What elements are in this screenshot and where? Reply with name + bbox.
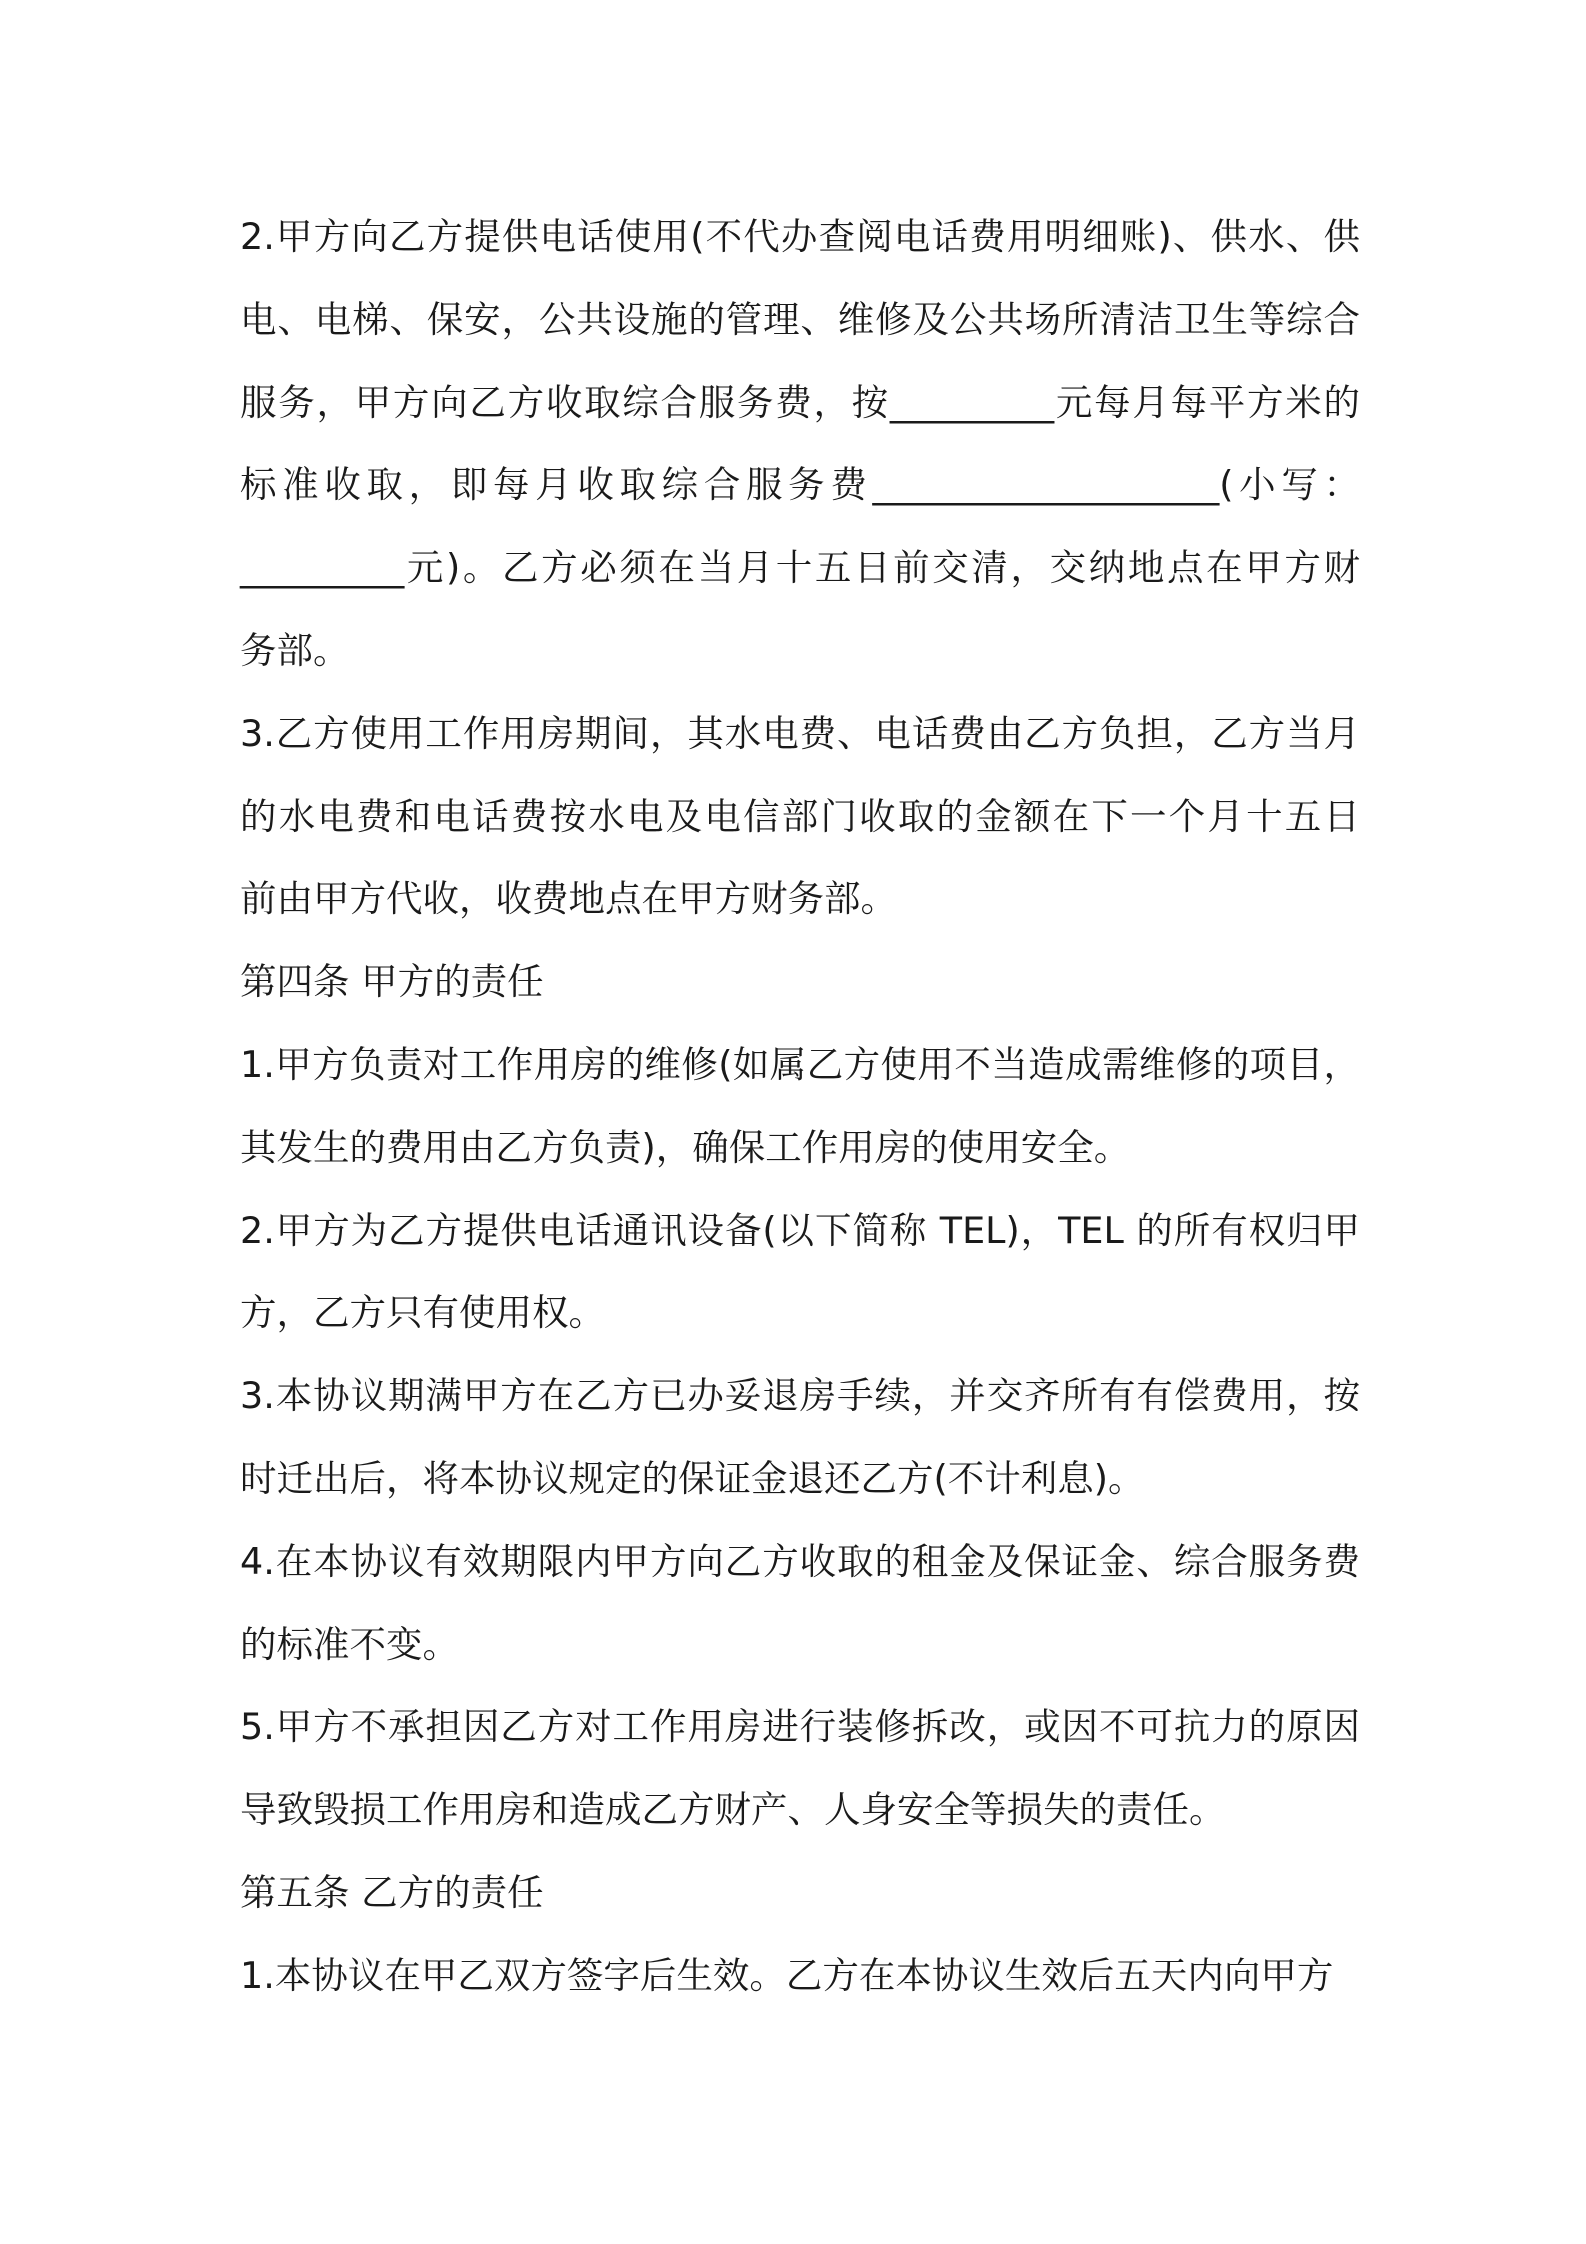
text-line: 3.乙方使用工作用房期间，其水电费、电话费由乙方负担，乙方当月 <box>240 711 1360 755</box>
clause-paragraph <box>240 1686 1360 1852</box>
document-body <box>240 196 1360 2018</box>
article-heading <box>240 941 1360 1024</box>
text-line: 5.甲方不承担因乙方对工作用房进行装修拆改，或因不可抗力的原因 <box>240 1705 1360 1749</box>
text-line: 1.甲方负责对工作用房的维修(如属乙方使用不当造成需维修的项目， <box>240 1042 1360 1086</box>
article-heading <box>240 1852 1360 1935</box>
text-line: 4.在本协议有效期限内甲方向乙方收取的租金及保证金、综合服务费 <box>240 1539 1360 1583</box>
text-line: 其发生的费用由乙方负责)，确保工作用房的使用安全。 <box>240 1125 1131 1169</box>
clause-paragraph <box>240 196 1360 693</box>
text-line: 的水电费和电话费按水电及电信部门收取的金额在下一个月十五日 <box>240 794 1360 838</box>
text-line: 的标准不变。 <box>240 1622 459 1666</box>
clause-paragraph <box>240 1935 1360 2018</box>
text-line: 服务，甲方向乙方收取综合服务费，按_________元每月每平方米的 <box>240 380 1360 424</box>
text-line: 方，乙方只有使用权。 <box>240 1291 605 1335</box>
text-line: 3.本协议期满甲方在乙方已办妥退房手续，并交齐所有有偿费用，按 <box>240 1374 1360 1418</box>
text-line: 2.甲方为乙方提供电话通讯设备(以下简称 TEL)，TEL 的所有权归甲 <box>240 1208 1360 1252</box>
text-line: 前由甲方代收，收费地点在甲方财务部。 <box>240 877 897 921</box>
text-line: _________元)。乙方必须在当月十五日前交清，交纳地点在甲方财 <box>240 546 1360 590</box>
text-line: 导致毁损工作用房和造成乙方财产、人身安全等损失的责任。 <box>240 1788 1226 1832</box>
text-line: 务部。 <box>240 628 350 672</box>
text-line: 2.甲方向乙方提供电话使用(不代办查阅电话费用明细账)、供水、供 <box>240 215 1360 258</box>
clause-paragraph <box>240 1355 1360 1521</box>
clause-paragraph <box>240 1521 1360 1687</box>
clause-paragraph <box>240 693 1360 941</box>
text-line: 1.本协议在甲乙双方签字后生效。乙方在本协议生效后五天内向甲方 <box>240 1953 1334 1997</box>
text-line: 第四条 甲方的责任 <box>240 960 544 1004</box>
clause-paragraph <box>240 1024 1360 1190</box>
text-line: 电、电梯、保安，公共设施的管理、维修及公共场所清洁卫生等综合 <box>240 297 1360 341</box>
clause-paragraph <box>240 1190 1360 1356</box>
text-line: 标准收取，即每月收取综合服务费___________________(小写： <box>240 463 1360 507</box>
text-line: 时迁出后，将本协议规定的保证金退还乙方(不计利息)。 <box>240 1456 1145 1500</box>
text-line: 第五条 乙方的责任 <box>240 1870 544 1914</box>
